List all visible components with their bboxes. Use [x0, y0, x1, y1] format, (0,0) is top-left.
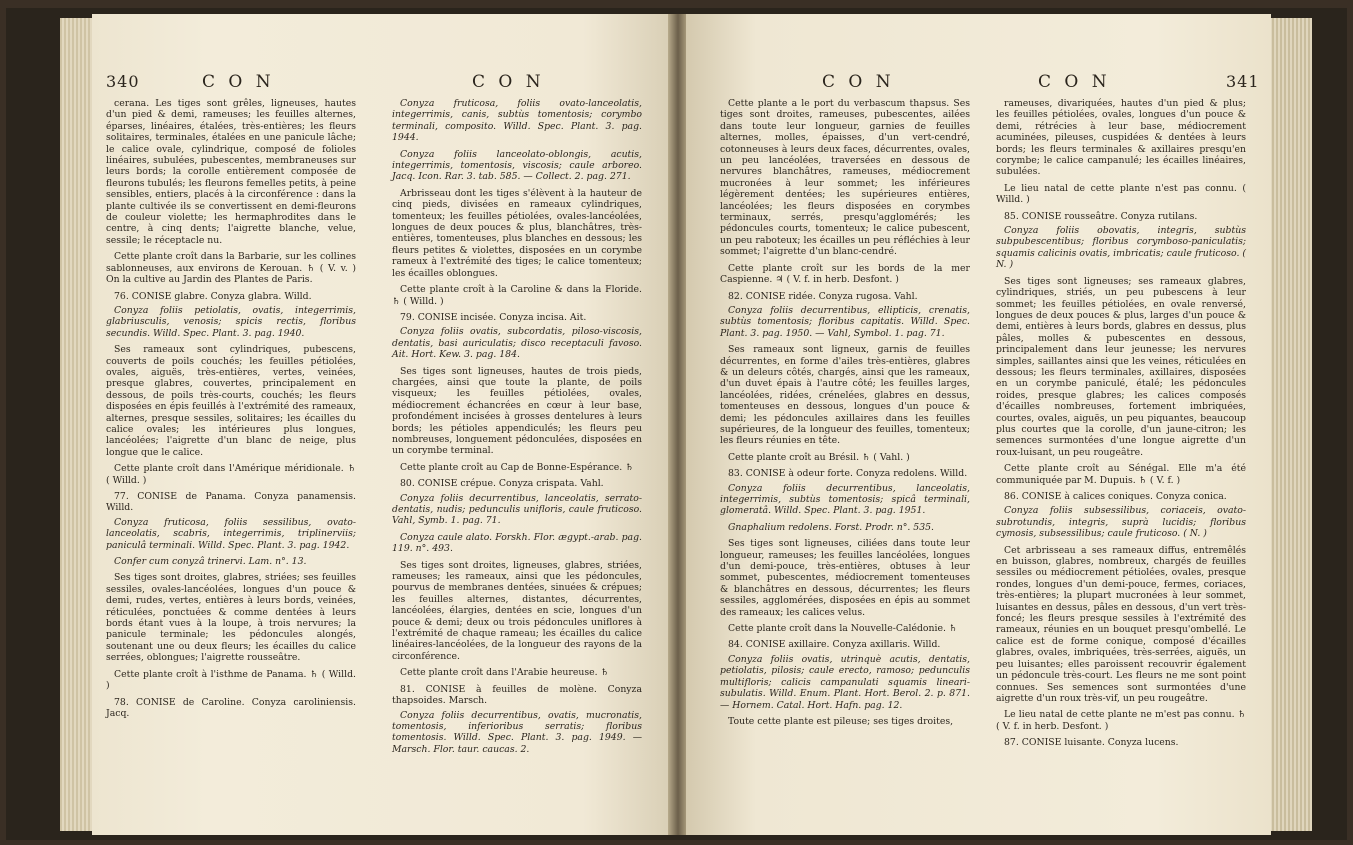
- paragraph: Cette plante croît dans la Barbarie, sur les collines sablonneuses, aux environs de Kerouan. ♄ ( V. v. ) On la cultive au Jardin des Plantes de Paris.: [106, 251, 356, 286]
- paragraph: Ses tiges sont droites, ligneuses, glabres, striées, rameuses; les rameaux, ainsi que les pédoncules, pourvus de membranes dentées, sinuées & crépues; les feuilles alternes, distantes, décurrentes, lancéolées, élargies, dentées en scie, longues d'un pouce & demi; deux ou trois pédoncules uniflores à l'extrémité de chaque rameau; les écailles du calice linéaires-lancéolées, de la longueur des rayons de la circonférence.: [392, 559, 642, 662]
- paragraph: Cette plante croît dans l'Arabie heureuse. ♄: [400, 667, 609, 679]
- running-head-left-1: C O N: [202, 72, 275, 92]
- paragraph: Confer cum conyzâ trinervi. Lam. n°. 13.: [114, 556, 307, 568]
- paragraph: 77. CONISE de Panama. Conyza panamensis. Willd.: [106, 491, 356, 514]
- paragraph: Ses tiges sont ligneuses, hautes de trois pieds, chargées, ainsi que toute la plante, de poils visqueux; les feuilles pétiolées, ovales, médiocrement échancrées en cœur à leur base, profondément incisées à grosses dentelures à leurs bords; les pétioles appendiculés; les fleurs peu nombreuses, longuement pédonculées, disposées en un corymbe terminal.: [392, 365, 642, 457]
- paragraph: Cette plante a le port du verbascum thapsus. Ses tiges sont droites, rameuses, pubescentes, ailées dans toute leur longueur, garnies de feuilles alternes, molles, épaisses, d'un vert-cendré, cotonneuses à leurs deux faces, décurrentes, ovales, un peu lancéolées, traversées en dessous de nervures blanchâtres, rameuses, médiocrement mucronées à leur sommet; les inférieures légèrement dentées; les supérieures entières, lancéolées; les fleurs disposées en corymbes terminaux, serrés, presqu'agglomérés; les pédoncules courts, tomenteux; le calice pubescent, un peu raboteux; les écailles un peu réfléchies à leur sommet; l'aigrette d'un blanc-cendré.: [720, 98, 970, 258]
- paragraph: Cet arbrisseau a ses rameaux diffus, entremêlés en buisson, glabres, nombreux, chargés de feuilles sessiles ou médiocrement pétiolées, ovales, presque rondes, longues d'un demi-pouce, fermes, coriaces, très-entières; la plupart mucronées à leur sommet, luisantes en dessus, pâles en dessous, d'un vert très-foncé; les fleurs presque sessiles à l'extrémité des rameaux, réunies en un bouquet presqu'ombellé. Le calice est de forme conique, composé d'écailles glabres, ovales, imbriquées, très-serrées, aiguës, un peu luisantes; elles paroissent recouvrir également un pédoncule très-court. Les fleurs ne me sont point connues. Ses semences sont surmontées d'une aigrette d'un roux très-vif, un peu rougeâtre.: [996, 544, 1246, 704]
- paragraph: Cette plante croît à l'isthme de Panama. ♄ ( Willd. ): [106, 668, 356, 692]
- paragraph: Cette plante croît au Brésil. ♄ ( Vahl. ): [728, 451, 910, 463]
- paragraph: Conyza foliis decurrentibus, lanceolatis, serrato-dentatis, nudis; pedunculis unifloris, caule fruticoso. Vahl, Symb. 1. pag. 71.: [392, 492, 642, 527]
- paragraph: Conyza fruticosa, foliis ovato-lanceolatis, integerrimis, canis, subtùs tomentosis; corymbo terminali, composito. Willd. Spec. Plant. 3. pag. 1944.: [392, 98, 642, 144]
- paragraph: 82. CONISE ridée. Conyza rugosa. Vahl.: [728, 290, 918, 302]
- page-number-right: 341: [1226, 72, 1260, 91]
- paragraph: Conyza foliis decurrentibus, ellipticis, crenatis, subtùs tomentosis; floribus capitatis. Willd. Spec. Plant. 3. pag. 1950. — Vahl, Symbol. 1. pag. 71.: [720, 304, 970, 339]
- paragraph: Conyza foliis ovatis, utrinquè acutis, dentatis, petiolatis, pilosis; caule erecto, ramoso; pedunculis multifloris; calicis campanulati squamis lineari-subulatis. Willd. Enum. Plant. Hort. Berol. 2. p. 871. — Hornem. Catal. Hort. Hafn. pag. 12.: [720, 653, 970, 711]
- paragraph: Le lieu natal de cette plante ne m'est pas connu. ♄ ( V. f. in herb. Desfont. ): [996, 709, 1246, 732]
- left-page-column-2: [392, 98, 642, 760]
- running-head-right-2: C O N: [1038, 72, 1111, 92]
- paragraph: 83. CONISE à odeur forte. Conyza redolens. Willd.: [728, 468, 968, 480]
- paragraph: 80. CONISE crépue. Conyza crispata. Vahl.: [400, 478, 604, 490]
- left-page-edges: [60, 18, 94, 831]
- paragraph: Conyza foliis lanceolato-oblongis, acutis, integerrimis, tomentosis, viscosis; caule arboreo. Jacq. Icon. Rar. 3. tab. 585. — Collect. 2. pag. 271.: [392, 148, 642, 183]
- paragraph: 84. CONISE axillaire. Conyza axillaris. Willd.: [728, 639, 941, 651]
- paragraph: Gnaphalium redolens. Forst. Prodr. n°. 535.: [728, 521, 935, 533]
- right-page-header: [686, 72, 1271, 94]
- paragraph: Conyza foliis decurrentibus, lanceolatis, integerrimis, subtùs tomentosis; spicâ terminali, glomeratâ. Willd. Spec. Plant. 3. pag. 1951.: [720, 482, 970, 517]
- running-head-right-1: C O N: [822, 72, 895, 92]
- paragraph: 79. CONISE incisée. Conyza incisa. Ait.: [400, 311, 587, 323]
- paragraph: Cette plante croît au Cap de Bonne-Espérance. ♄: [400, 461, 634, 473]
- paragraph: Conyza foliis subsessilibus, coriaceis, ovato-subrotundis, integris, suprà lucidis; floribus cymosis, subsessilibus; caule fruticoso. ( N. ): [996, 505, 1246, 540]
- paragraph: Cette plante croît dans l'Amérique méridionale. ♄ ( Willd. ): [106, 463, 356, 486]
- paragraph: Ses tiges sont ligneuses, ciliées dans toute leur longueur, rameuses; les feuilles lancéolées, longues d'un demi-pouce, très-entières, obtuses à leur sommet, pubescentes, médiocrement tomenteuses & blanchâtres en dessous, décurrentes; les fleurs sessiles, agglomérées, disposées en épis au sommet des rameaux; les calices velus.: [720, 538, 970, 618]
- paragraph: Toute cette plante est pileuse; ses tiges droites,: [728, 715, 954, 727]
- book-gutter: [668, 14, 688, 835]
- paragraph: 76. CONISE glabre. Conyza glabra. Willd.: [114, 290, 312, 302]
- paragraph: Le lieu natal de cette plante n'est pas connu. ( Willd. ): [996, 182, 1246, 206]
- paragraph: rameuses, divariquées, hautes d'un pied & plus; les feuilles pétiolées, ovales, longues d'un pouce & demi, rétrécies à leur base, médiocrement acuminées, pileuses, cuspidées & dentées à leurs bords; les fleurs terminales & axillaires presqu'en corymbe; le calice campanulé; les écailles linéaires, subulées.: [996, 98, 1246, 178]
- paragraph: Ses tiges sont droites, glabres, striées; ses feuilles sessiles, ovales-lancéolées, longues d'un pouce & demi, rudes, vertes, entières à leurs bords, veinées, réticulées, ponctuées & comme dentées à leurs bords étant vues à la loupe, à trois nervures; la panicule terminale; les pédoncules alongés, soutenant une ou deux fleurs; les écailles du calice serrées, oblongues; l'aigrette rousseâtre.: [106, 572, 356, 664]
- paragraph: Cette plante croît à la Caroline & dans la Floride. ♄ ( Willd. ): [392, 284, 642, 307]
- left-page-column-1: [106, 98, 356, 722]
- paragraph: Cette plante croît sur les bords de la mer Caspienne. ♃ ( V. f. in herb. Desfont. ): [720, 262, 970, 286]
- paragraph: Ses tiges sont ligneuses; ses rameaux glabres, cylindriques, striés, un peu pubescens à leur sommet; les feuilles pétiolées, en ovale renversé, longues de deux pouces & plus, larges d'un pouce & demi, entières à leurs bords, glabres en dessus, plus pâles, molles & pubescentes en dessous, principalement dans leur jeunesse; les nervures simples, saillantes ainsi que les veines, réticulées en dessous; les fleurs terminales, axillaires, disposées en un corymbe paniculé, étalé; les pédoncules roides, presque glabres; les calices composés d'écailles nombreuses, fortement imbriquées, courtes, ovales, aiguës, un peu piquantes, beaucoup plus courtes que la corolle, d'un jaune-citron; les semences surmontées d'une longue aigrette d'un roux-luisant, un peu rougeâtre.: [996, 275, 1246, 458]
- right-page: [686, 14, 1271, 835]
- paragraph: 85. CONISE rousseâtre. Conyza rutilans.: [1004, 210, 1198, 222]
- paragraph: Conyza foliis decurrentibus, ovatis, mucronatis, tomentosis, inferioribus serratis; floribus tomentosis. Willd. Spec. Plant. 3. pag. 1949. — Marsch. Flor. taur. caucas. 2.: [392, 709, 642, 755]
- paragraph: Ses rameaux sont ligneux, garnis de feuilles décurrentes, en forme d'ailes très-entières, glabres & un deleurs côtés, chargés, ainsi que les rameaux, d'un duvet épais à l'autre côté; les feuilles larges, lancéolées, ridées, crénelées, glabres en dessus, tomenteuses en dessous, longues d'un pouce & demi; les pédoncules axillaires dans les feuilles supérieures, de la longueur des feuilles, tomenteux; les fleurs réunies en tête.: [720, 344, 970, 447]
- paragraph: Conyza foliis petiolatis, ovatis, integerrimis, glabriusculis, venosis; spicis rectis, floribus secundis. Willd. Spec. Plant. 3. pag. 1940.: [106, 304, 356, 339]
- right-page-edges: [1270, 18, 1312, 831]
- paragraph: Conyza fruticosa, foliis sessilibus, ovato-lanceolatis, scabris, integerrimis, triplinerviis; paniculâ terminali. Willd. Spec. Plant. 3. pag. 1942.: [106, 516, 356, 551]
- paragraph: cerana. Les tiges sont grêles, ligneuses, hautes d'un pied & demi, rameuses; les feuilles alternes, éparses, linéaires, étalées, très-entières; les fleurs solitaires, terminales, étalées en une panicule lâche; le calice ovale, cylindrique, composé de folioles linéaires, subulées, pubescentes, membraneuses sur leurs bords; la corolle entièrement composée de fleurons tubulés; les fleurons femelles petits, à peine sensibles, entiers, placés à la circonférence : dans la plante cultivée ils se convertissent en demi-fleurons de couleur violette; les hermaphrodites dans le centre, à cinq dents; l'aigrette blanche, velue, sessile; le réceptacle nu.: [106, 98, 356, 246]
- paragraph: Cette plante croît dans la Nouvelle-Calédonie. ♄: [728, 623, 958, 635]
- left-page-header: [92, 72, 670, 94]
- right-page-column-2: [996, 98, 1246, 752]
- paragraph: Conyza caule alato. Forskh. Flor. ægypt.-arab. pag. 119. n°. 493.: [392, 531, 642, 555]
- paragraph: Conyza foliis ovatis, subcordatis, piloso-viscosis, dentatis, basi auriculatis; disco receptaculi favoso. Ait. Hort. Kew. 3. pag. 184.: [392, 326, 642, 361]
- running-head-left-2: C O N: [472, 72, 545, 92]
- left-page: [92, 14, 670, 835]
- paragraph: Cette plante croît au Sénégal. Elle m'a été communiquée par M. Dupuis. ♄ ( V. f. ): [996, 463, 1246, 486]
- paragraph: 81. CONISE à feuilles de molène. Conyza thapsoides. Marsch.: [392, 683, 642, 707]
- page-number-left: 340: [106, 72, 140, 91]
- paragraph: 86. CONISE à calices coniques. Conyza conica.: [1004, 491, 1227, 502]
- paragraph: Ses rameaux sont cylindriques, pubescens, couverts de poils couchés; les feuilles pétiolées, ovales, aiguës, très-entières, vertes, veinées, presque glabres, couvertes, principalement en dessous, de poils très-courts, couchés; les fleurs disposées en épis feuillés à l'extrémité des rameaux, alternes, presque sessiles, solitaires; les écailles du calice ovales; les intérieures plus longues, lancéolées; l'aigrette d'un blanc de neige, plus longue que le calice.: [106, 344, 356, 458]
- right-page-column-1: [720, 98, 970, 732]
- paragraph: Arbrisseau dont les tiges s'élèvent à la hauteur de cinq pieds, divisées en rameaux cylindriques, tomenteux; les feuilles pétiolées, ovales-lancéolées, longues de deux pouces & plus, blanchâtres, très-entières, tomenteuses, plus blanches en dessous; les fleurs petites & violettes, disposées en un corymbe rameux à l'extrémité des tiges; le calice tomenteux; les écailles oblongues.: [392, 187, 642, 279]
- paragraph: 87. CONISE luisante. Conyza lucens.: [1004, 737, 1179, 749]
- paragraph: 78. CONISE de Caroline. Conyza caroliniensis. Jacq.: [106, 696, 356, 719]
- paragraph: Conyza foliis obovatis, integris, subtùs subpubescentibus; floribus corymboso-paniculatis; squamis calicinis ovatis, imbricatis; caule fruticoso. ( N. ): [996, 225, 1246, 271]
